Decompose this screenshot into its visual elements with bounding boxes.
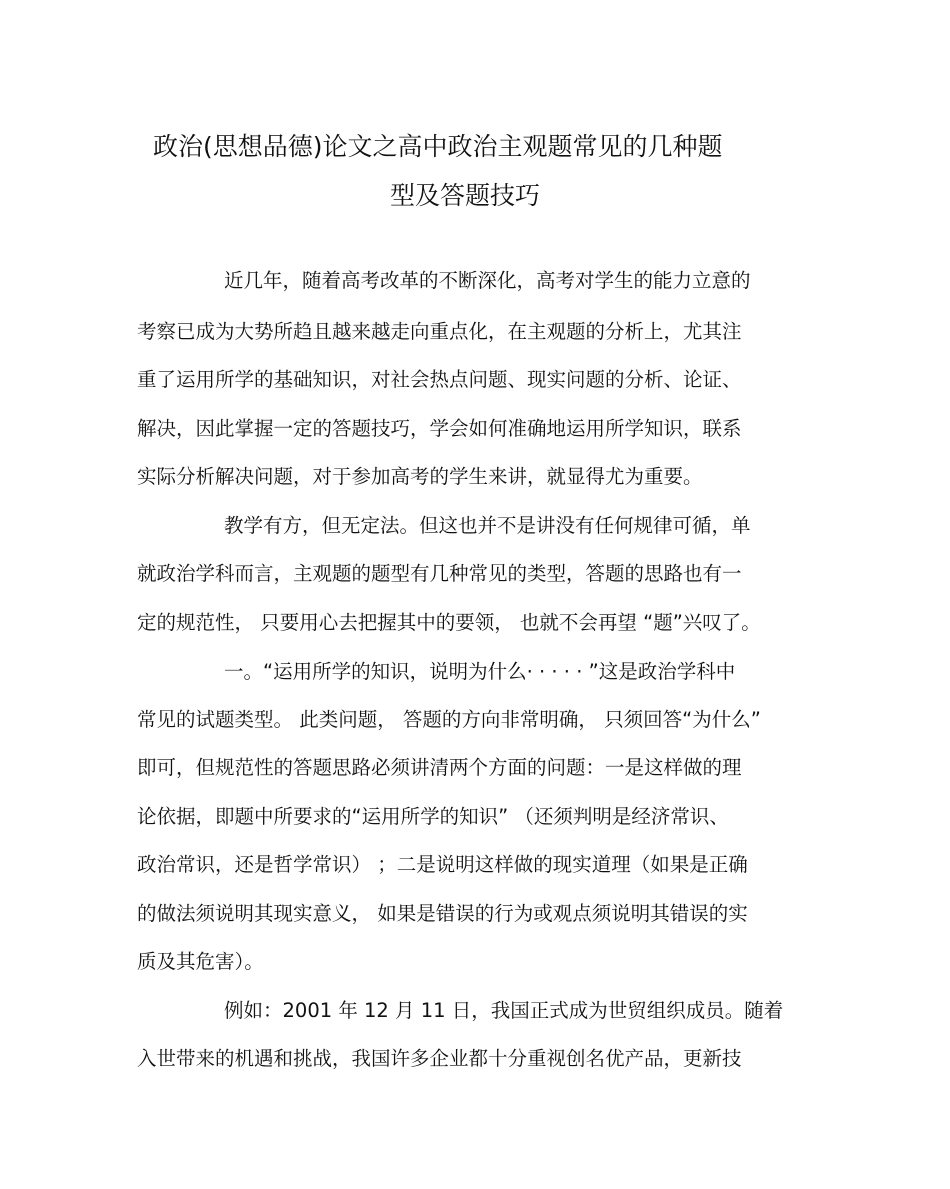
body-line: 的做法须说明其现实意义， 如果是错误的行为或观点须说明其错误的实 bbox=[137, 902, 748, 925]
body-line: 就政治学科而言，主观题的题型有几种常见的类型，答题的思路也有一 bbox=[137, 562, 742, 585]
body-line: 例如：2001 年 12 月 11 日，我国正式成为世贸组织成员。随着 bbox=[224, 999, 784, 1022]
body-line: 解决，因此掌握一定的答题技巧，学会如何准确地运用所学知识，联系 bbox=[137, 417, 742, 440]
body-line: 近几年，随着高考改革的不断深化，高考对学生的能力立意的 bbox=[224, 269, 751, 292]
body-line: 实际分析解决问题，对于参加高考的学生来讲，就显得尤为重要。 bbox=[137, 465, 703, 488]
body-line: 常见的试题类型。 此类问题， 答题的方向非常明确， 只须回答“为什么” bbox=[137, 708, 761, 731]
document-title-line-2: 型及答题技巧 bbox=[390, 181, 541, 210]
body-line: 即可，但规范性的答题思路必须讲清两个方面的问题：一是这样做的理 bbox=[137, 756, 742, 779]
body-line: 重了运用所学的基础知识，对社会热点问题、现实问题的分析、论证、 bbox=[137, 368, 742, 391]
body-line: 教学有方，但无定法。但这也并不是讲没有任何规律可循，单 bbox=[224, 514, 751, 537]
body-line: 政治常识，还是哲学常识） ；二是说明这样做的现实道理（如果是正确 bbox=[137, 853, 748, 876]
body-line: 考察已成为大势所趋且越来越走向重点化，在主观题的分析上，尤其注 bbox=[137, 320, 742, 343]
body-line: 一。“运用所学的知识，说明为什么· · · · · ”这是政治学科中 bbox=[224, 660, 736, 683]
body-line: 定的规范性， 只要用心去把握其中的要领， 也就不会再望 “题”兴叹了。 bbox=[137, 611, 761, 634]
body-line: 入世带来的机遇和挑战，我国许多企业都十分重视创名优产品，更新技 bbox=[137, 1047, 742, 1070]
body-line: 论依据，即题中所要求的“运用所学的知识” （还须判明是经济常识、 bbox=[137, 805, 729, 828]
document-title-line-1: 政治(思想品德)论文之高中政治主观题常见的几种题 bbox=[153, 132, 723, 161]
body-line: 质及其危害）。 bbox=[137, 950, 264, 973]
